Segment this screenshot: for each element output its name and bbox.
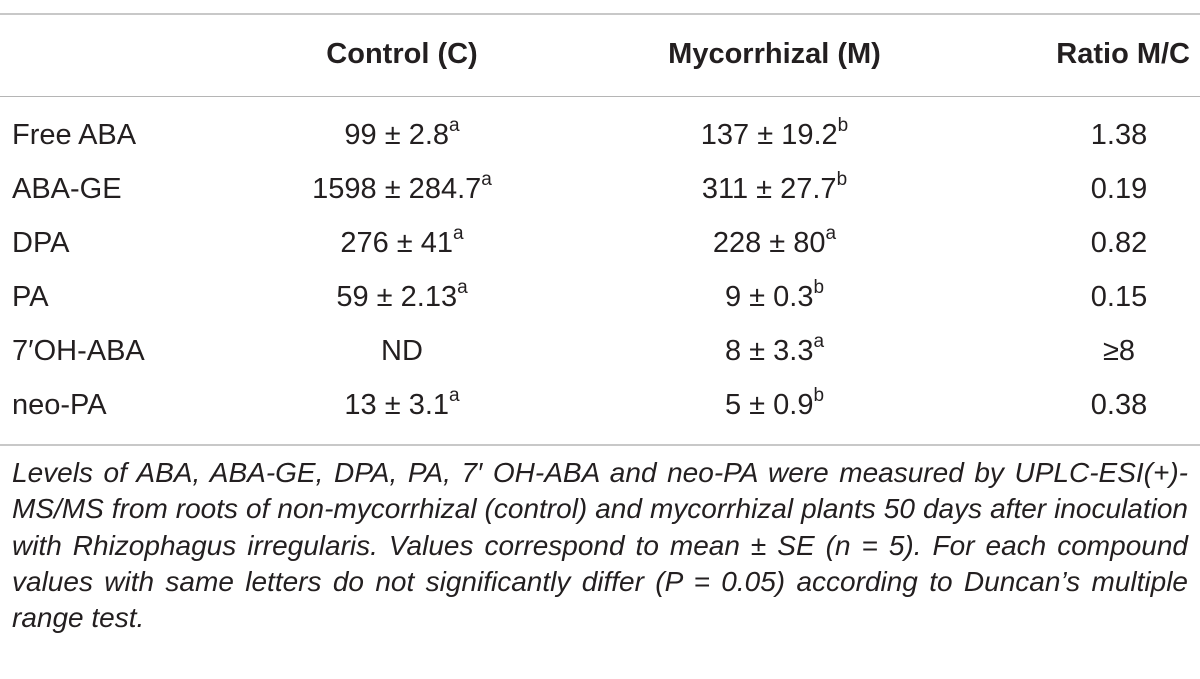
header-mycorrhizal: Mycorrhizal (M) [668, 38, 881, 70]
header-control: Control (C) [326, 38, 478, 70]
cell-ratio: 0.15 [1090, 281, 1148, 313]
significance-letter: b [813, 385, 825, 407]
table-top-rule [0, 13, 1200, 15]
cell-ratio: ≥8 [1102, 335, 1136, 367]
significance-letter: a [449, 385, 460, 407]
significance-letter: a [449, 115, 460, 137]
cell-control: 99 ± 2.8$^a$ [344, 115, 460, 151]
significance-letter: a [813, 331, 825, 353]
significance-letter: b [837, 115, 849, 137]
cell-ratio: 0.82 [1090, 227, 1148, 259]
cell-ratio: 0.38 [1090, 389, 1148, 421]
significance-letter: b [836, 169, 848, 191]
row-name: Free ABA [12, 119, 137, 151]
row-name: 7′OH-ABA [12, 335, 145, 367]
significance-letter: a [457, 277, 468, 299]
cell-mycorrhizal: 137 ± 19.2$^b$ [700, 115, 849, 151]
table-bottom-rule [0, 444, 1200, 446]
cell-mycorrhizal: 311 ± 27.7$^b$ [701, 169, 848, 205]
cell-mycorrhizal: 9 ± 0.3$^b$ [724, 277, 825, 313]
cell-control: $276 \pm 41^a$ [340, 223, 464, 259]
cell-ratio: 0.19 [1090, 173, 1148, 205]
cell-mycorrhizal: $228 \pm 80^a$ [712, 223, 837, 259]
cell-mycorrhizal: 8 ± 3.3$^a$ [724, 331, 825, 367]
cell-control: 13 ± 3.1$^a$ [344, 385, 460, 421]
header-ratio: Ratio M/C [1056, 38, 1190, 70]
cell-control: 59 ± 2.13$^a$ [336, 277, 468, 313]
significance-letter: a [825, 223, 837, 245]
row-name: DPA [12, 227, 70, 259]
header-rule [0, 96, 1200, 97]
row-name: PA [12, 281, 49, 313]
row-name: neo-PA [12, 389, 107, 421]
significance-letter: b [813, 277, 825, 299]
cell-mycorrhizal: 5 ± 0.9$^b$ [724, 385, 825, 421]
cell-control: 1598 ± 284.7$^a$ [312, 169, 492, 205]
row-name: ABA-GE [12, 173, 122, 205]
table-footnote: Levels of ABA, ABA-GE, DPA, PA, 7′ OH-ABA and neo-PA were measured by UPLC-ESI(+)-MS/MS from roots of non-mycorrhizal (control) and mycorrhizal plants 50 days after inoculation with Rhizophagus irregularis. Values correspond to mean ± SE (n = 5). For each compound values with same letters do not significantly differ (P = 0.05) according to Duncan’s multiple range test. [12, 457, 1188, 634]
cell-ratio: 1.38 [1090, 119, 1148, 151]
significance-letter: a [453, 223, 464, 245]
significance-letter: a [481, 169, 492, 191]
cell-control: ND [381, 335, 423, 367]
